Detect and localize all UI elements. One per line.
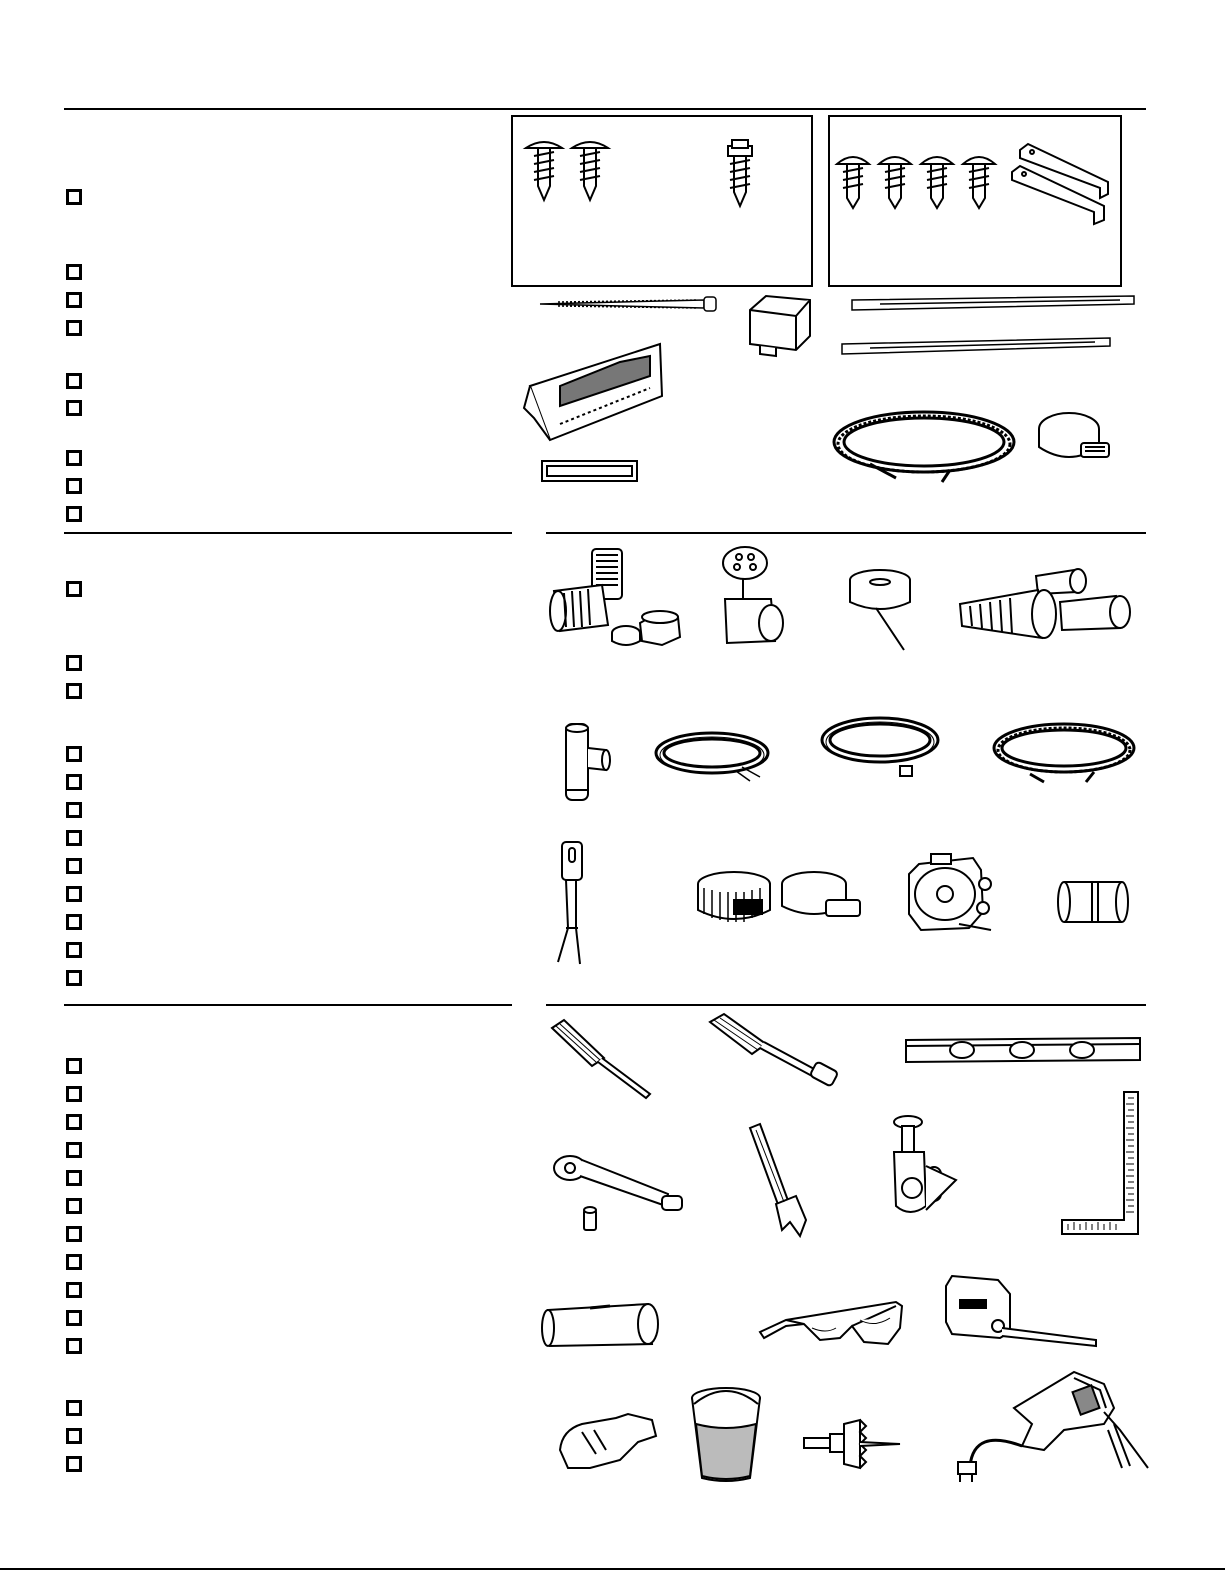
top-rule (64, 108, 1146, 110)
mounting-brackets-icon (1008, 142, 1118, 232)
checkbox[interactable] (66, 400, 82, 416)
checkbox[interactable] (66, 189, 82, 205)
drain-pan-icon (520, 336, 670, 446)
tubing-coil-icon (652, 727, 776, 785)
drill-icon (954, 1368, 1150, 1486)
checkbox[interactable] (66, 886, 82, 902)
section-rule-tools-right (546, 1004, 1146, 1006)
level-icon (902, 1032, 1144, 1068)
elbow-fitting-icon (548, 545, 688, 653)
checkbox[interactable] (66, 1226, 82, 1242)
checkbox[interactable] (66, 858, 82, 874)
checkbox[interactable] (66, 942, 82, 958)
checkbox[interactable] (66, 1456, 82, 1472)
hex-screw-icon (722, 138, 762, 210)
gloves-icon (556, 1410, 660, 1472)
checkbox[interactable] (66, 1400, 82, 1416)
checkbox[interactable] (66, 1428, 82, 1444)
checkbox[interactable] (66, 581, 82, 597)
drain-valve-icon (715, 543, 787, 653)
checkbox[interactable] (66, 655, 82, 671)
checkbox[interactable] (66, 506, 82, 522)
tape-measure-icon (942, 1272, 1100, 1358)
rails-icon (840, 292, 1136, 362)
screws-icon (522, 138, 612, 208)
section-rule-parts-required-right (546, 532, 1146, 534)
hose-clamp-icon (1035, 405, 1117, 469)
checkbox[interactable] (66, 746, 82, 762)
section-rule-parts-required-left (64, 532, 512, 534)
safety-glasses-icon (756, 1298, 906, 1348)
tube-cutter-icon (886, 1114, 958, 1224)
checkbox[interactable] (66, 478, 82, 494)
checkbox[interactable] (66, 264, 82, 280)
checkbox[interactable] (66, 1086, 82, 1102)
footer-rule (0, 1568, 1225, 1570)
band-clamps-icon (694, 870, 866, 936)
checkbox[interactable] (66, 1142, 82, 1158)
checkbox[interactable] (66, 830, 82, 846)
flex-conduit-icon (990, 718, 1140, 788)
checkbox[interactable] (66, 373, 82, 389)
pvc-tee-icon (556, 720, 614, 804)
teflon-tape-icon (846, 568, 916, 654)
checkbox[interactable] (66, 1170, 82, 1186)
carpenter-square-icon (1060, 1090, 1140, 1236)
duct-tape-roll-icon (540, 1300, 662, 1350)
hole-saw-icon (800, 1418, 904, 1470)
checkbox[interactable] (66, 683, 82, 699)
checkbox[interactable] (66, 1310, 82, 1326)
electrical-box-icon (903, 850, 999, 936)
nut-driver-icon (704, 1012, 842, 1088)
checkbox[interactable] (66, 1282, 82, 1298)
wire-nuts-icon (956, 566, 1134, 646)
checkbox[interactable] (66, 970, 82, 986)
checkbox[interactable] (66, 774, 82, 790)
label-plate-icon (541, 460, 638, 482)
checkbox[interactable] (66, 320, 82, 336)
checkbox[interactable] (66, 802, 82, 818)
checkbox[interactable] (66, 914, 82, 930)
hose-coil-icon (830, 404, 1018, 486)
checkbox[interactable] (66, 1254, 82, 1270)
checkbox[interactable] (66, 1058, 82, 1074)
section-rule-tools-left (64, 1004, 512, 1006)
checkbox[interactable] (66, 1198, 82, 1214)
screws-4-icon (835, 150, 1005, 212)
junction-box-icon (740, 292, 816, 358)
checkbox[interactable] (66, 450, 82, 466)
phillips-screwdriver-icon (546, 1018, 656, 1102)
bucket-icon (688, 1384, 764, 1484)
checkbox[interactable] (66, 1338, 82, 1354)
water-line-coil-icon (818, 714, 942, 782)
coupling-icon (1056, 878, 1130, 926)
checkbox[interactable] (66, 292, 82, 308)
cable-tie-icon (538, 294, 720, 314)
checkbox[interactable] (66, 1114, 82, 1130)
adjustable-wrench-icon (746, 1122, 814, 1240)
power-cord-icon (554, 838, 590, 968)
ratchet-socket-icon (550, 1150, 686, 1238)
